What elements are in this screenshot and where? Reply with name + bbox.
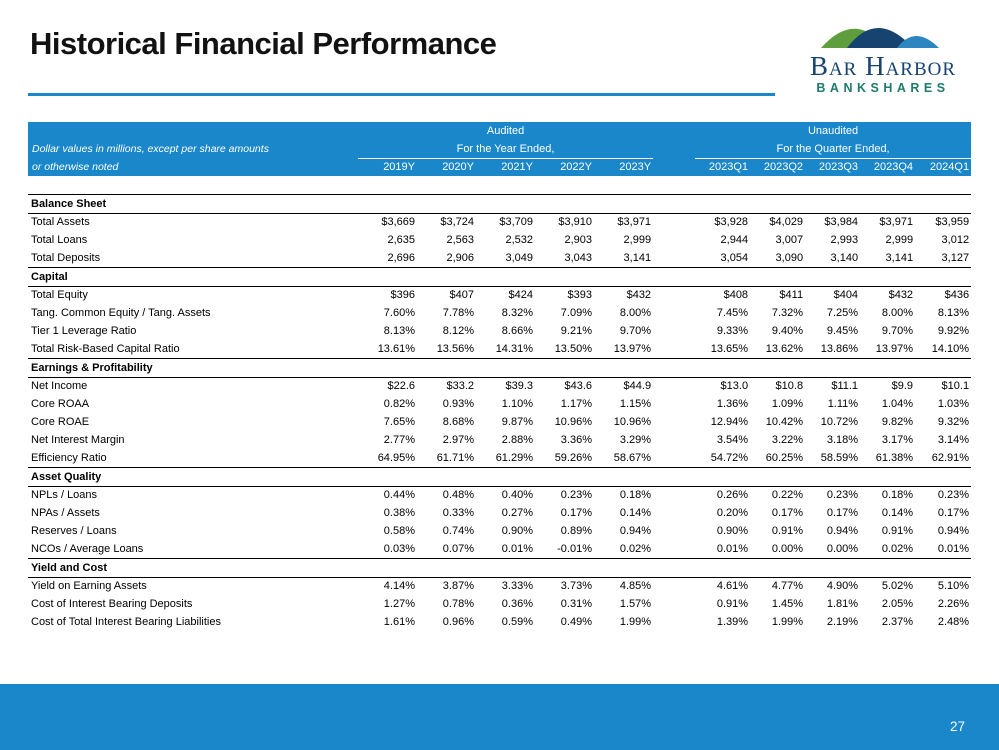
table-row	[28, 231, 971, 249]
page-number: 27	[949, 719, 965, 734]
annual-value: 1.99%	[594, 613, 653, 631]
annual-value: 1.61%	[358, 613, 417, 631]
annual-value: 3.73%	[535, 577, 594, 595]
column-header-row	[28, 158, 971, 176]
column-group-spacer	[653, 322, 695, 340]
annual-value: 0.90%	[476, 522, 535, 540]
page-title: Historical Financial Performance	[30, 26, 497, 61]
quarterly-value: $9.9	[860, 377, 915, 395]
column-group-spacer	[653, 140, 695, 158]
section-title: Earnings & Profitability	[28, 358, 971, 377]
table-note-line2: or otherwise noted	[28, 158, 358, 176]
row-label: Total Risk-Based Capital Ratio	[28, 340, 358, 358]
quarterly-value: 3,141	[860, 249, 915, 267]
annual-value: 61.71%	[417, 449, 476, 467]
row-label: Tang. Common Equity / Tang. Assets	[28, 304, 358, 322]
column-group-spacer	[653, 249, 695, 267]
table-note-line1: Dollar values in millions, except per share amounts	[28, 140, 358, 158]
column-group-spacer	[653, 286, 695, 304]
quarterly-value: 1.99%	[750, 613, 805, 631]
annual-value: $393	[535, 286, 594, 304]
quarterly-value: 3,054	[695, 249, 750, 267]
quarterly-value: 5.02%	[860, 577, 915, 595]
quarterly-value: 4.61%	[695, 577, 750, 595]
quarterly-value: $3,971	[860, 213, 915, 231]
annual-value: $22.6	[358, 377, 417, 395]
annual-value: 2,696	[358, 249, 417, 267]
quarterly-value: 61.38%	[860, 449, 915, 467]
annual-value: $43.6	[535, 377, 594, 395]
section-title: Yield and Cost	[28, 558, 971, 577]
annual-value: 61.29%	[476, 449, 535, 467]
table-row	[28, 431, 971, 449]
annual-value: 9.87%	[476, 413, 535, 431]
annual-value: 0.44%	[358, 486, 417, 504]
annual-value: 8.66%	[476, 322, 535, 340]
annual-value: $33.2	[417, 377, 476, 395]
quarterly-value: 3,012	[915, 231, 971, 249]
quarterly-value: 0.00%	[805, 540, 860, 558]
section-title: Asset Quality	[28, 467, 971, 486]
annual-value: 7.60%	[358, 304, 417, 322]
annual-value: 58.67%	[594, 449, 653, 467]
quarterly-value: 0.91%	[750, 522, 805, 540]
period-row	[28, 140, 971, 158]
quarterly-value: 3.22%	[750, 431, 805, 449]
financial-table-body	[28, 176, 971, 631]
quarterly-value: $11.1	[805, 377, 860, 395]
annual-value: 2,999	[594, 231, 653, 249]
column-group-spacer	[653, 304, 695, 322]
annual-value: 0.31%	[535, 595, 594, 613]
section-header-row	[28, 267, 971, 286]
quarterly-value: 0.01%	[695, 540, 750, 558]
title-divider	[28, 93, 775, 96]
quarterly-value: 9.82%	[860, 413, 915, 431]
quarterly-value: $436	[915, 286, 971, 304]
header-body-gap	[28, 176, 971, 194]
column-header: 2020Y	[417, 158, 476, 176]
table-row	[28, 413, 971, 431]
table-row	[28, 249, 971, 267]
quarterly-value: 9.32%	[915, 413, 971, 431]
annual-value: 59.26%	[535, 449, 594, 467]
annual-value: $407	[417, 286, 476, 304]
annual-value: -0.01%	[535, 540, 594, 558]
table-row	[28, 322, 971, 340]
annual-value: 3,049	[476, 249, 535, 267]
column-group-spacer	[653, 522, 695, 540]
annual-value: 0.82%	[358, 395, 417, 413]
column-header: 2019Y	[358, 158, 417, 176]
table-row	[28, 595, 971, 613]
annual-value: 2,635	[358, 231, 417, 249]
quarterly-value: 2.37%	[860, 613, 915, 631]
column-group-spacer	[653, 213, 695, 231]
section-title: Capital	[28, 267, 971, 286]
row-label: Cost of Total Interest Bearing Liabilities	[28, 613, 358, 631]
annual-value: 13.50%	[535, 340, 594, 358]
quarterly-value: 4.90%	[805, 577, 860, 595]
quarterly-value: 3.14%	[915, 431, 971, 449]
quarterly-value: 2,999	[860, 231, 915, 249]
annual-value: $3,709	[476, 213, 535, 231]
mountain-logo-icon	[808, 12, 958, 52]
quarterly-period-label: For the Quarter Ended,	[695, 140, 971, 158]
annual-value: 2,563	[417, 231, 476, 249]
quarterly-value: 4.77%	[750, 577, 805, 595]
annual-value: 0.94%	[594, 522, 653, 540]
quarterly-value: 0.14%	[860, 504, 915, 522]
audit-status-row	[28, 122, 971, 140]
quarterly-value: 1.81%	[805, 595, 860, 613]
section-header-row	[28, 467, 971, 486]
quarterly-value: $3,959	[915, 213, 971, 231]
quarterly-value: 2.26%	[915, 595, 971, 613]
table-row	[28, 304, 971, 322]
table-row	[28, 522, 971, 540]
column-group-spacer	[653, 613, 695, 631]
column-header: 2024Q1	[915, 158, 971, 176]
table-row	[28, 449, 971, 467]
quarterly-value: 0.02%	[860, 540, 915, 558]
annual-value: 0.14%	[594, 504, 653, 522]
column-group-spacer	[653, 486, 695, 504]
annual-value: 9.21%	[535, 322, 594, 340]
quarterly-value: $4,029	[750, 213, 805, 231]
row-label: NPAs / Assets	[28, 504, 358, 522]
section-title: Balance Sheet	[28, 194, 971, 213]
annual-value: 10.96%	[535, 413, 594, 431]
quarterly-value: 0.23%	[805, 486, 860, 504]
quarterly-value: 1.04%	[860, 395, 915, 413]
annual-value: 9.70%	[594, 322, 653, 340]
logo-name: Bar Harbor	[809, 51, 957, 81]
quarterly-value: 0.26%	[695, 486, 750, 504]
row-label: Core ROAE	[28, 413, 358, 431]
table-row	[28, 213, 971, 231]
annual-value: $44.9	[594, 377, 653, 395]
header-empty-cell	[28, 122, 358, 140]
quarterly-value: 0.17%	[750, 504, 805, 522]
quarterly-value: 3.54%	[695, 431, 750, 449]
annual-value: 3.29%	[594, 431, 653, 449]
quarterly-value: 5.10%	[915, 577, 971, 595]
annual-value: 0.07%	[417, 540, 476, 558]
annual-value: $3,910	[535, 213, 594, 231]
row-label: NCOs / Average Loans	[28, 540, 358, 558]
quarterly-value: 8.13%	[915, 304, 971, 322]
annual-value: 64.95%	[358, 449, 417, 467]
financial-table	[28, 122, 971, 631]
quarterly-value: 3,127	[915, 249, 971, 267]
annual-value: 8.00%	[594, 304, 653, 322]
column-group-spacer	[653, 577, 695, 595]
annual-value: $3,971	[594, 213, 653, 231]
annual-value: $396	[358, 286, 417, 304]
quarterly-value: 0.17%	[805, 504, 860, 522]
quarterly-value: 10.42%	[750, 413, 805, 431]
row-label: Tier 1 Leverage Ratio	[28, 322, 358, 340]
section-header-row	[28, 558, 971, 577]
quarterly-value: 62.91%	[915, 449, 971, 467]
quarterly-value: 13.62%	[750, 340, 805, 358]
annual-value: 0.38%	[358, 504, 417, 522]
quarterly-value: 0.18%	[860, 486, 915, 504]
table-row	[28, 504, 971, 522]
quarterly-value: 7.32%	[750, 304, 805, 322]
quarterly-value: 7.45%	[695, 304, 750, 322]
table-row	[28, 577, 971, 595]
row-label: Efficiency Ratio	[28, 449, 358, 467]
quarterly-value: 3,140	[805, 249, 860, 267]
quarterly-value: 13.97%	[860, 340, 915, 358]
quarterly-value: 1.09%	[750, 395, 805, 413]
quarterly-value: 0.94%	[805, 522, 860, 540]
row-label: NPLs / Loans	[28, 486, 358, 504]
quarterly-value: 60.25%	[750, 449, 805, 467]
annual-value: 2.77%	[358, 431, 417, 449]
table-row	[28, 395, 971, 413]
quarterly-value: 0.20%	[695, 504, 750, 522]
quarterly-value: 1.45%	[750, 595, 805, 613]
section-header-row	[28, 358, 971, 377]
column-header: 2023Q3	[805, 158, 860, 176]
annual-value: 0.36%	[476, 595, 535, 613]
quarterly-value: 0.23%	[915, 486, 971, 504]
annual-value: 0.03%	[358, 540, 417, 558]
table-row	[28, 613, 971, 631]
row-label: Yield on Earning Assets	[28, 577, 358, 595]
annual-value: 3.36%	[535, 431, 594, 449]
annual-value: 2,906	[417, 249, 476, 267]
annual-value: 0.78%	[417, 595, 476, 613]
row-label: Total Equity	[28, 286, 358, 304]
column-header: 2021Y	[476, 158, 535, 176]
quarterly-value: 12.94%	[695, 413, 750, 431]
quarterly-value: 1.36%	[695, 395, 750, 413]
annual-value: 0.01%	[476, 540, 535, 558]
row-label: Total Loans	[28, 231, 358, 249]
table-row	[28, 286, 971, 304]
column-group-spacer	[653, 122, 695, 140]
annual-value: 0.74%	[417, 522, 476, 540]
annual-value: 0.33%	[417, 504, 476, 522]
row-label: Net Income	[28, 377, 358, 395]
column-header: 2023Q1	[695, 158, 750, 176]
annual-value: 8.32%	[476, 304, 535, 322]
column-group-spacer	[653, 158, 695, 176]
annual-value: 10.96%	[594, 413, 653, 431]
quarterly-value: 2.19%	[805, 613, 860, 631]
quarterly-value: 14.10%	[915, 340, 971, 358]
quarterly-value: $432	[860, 286, 915, 304]
annual-value: 1.15%	[594, 395, 653, 413]
column-header: 2022Y	[535, 158, 594, 176]
quarterly-value: $3,984	[805, 213, 860, 231]
annual-value: 0.40%	[476, 486, 535, 504]
annual-value: 13.97%	[594, 340, 653, 358]
row-label: Reserves / Loans	[28, 522, 358, 540]
annual-value: 13.56%	[417, 340, 476, 358]
quarterly-value: 0.90%	[695, 522, 750, 540]
annual-value: 2.97%	[417, 431, 476, 449]
annual-value: 0.49%	[535, 613, 594, 631]
annual-value: 3.87%	[417, 577, 476, 595]
annual-value: 0.27%	[476, 504, 535, 522]
quarterly-value: 0.22%	[750, 486, 805, 504]
column-group-spacer	[653, 540, 695, 558]
row-label: Net Interest Margin	[28, 431, 358, 449]
annual-value: 7.78%	[417, 304, 476, 322]
logo-subname: BANKSHARES	[816, 81, 950, 95]
column-group-spacer	[653, 413, 695, 431]
quarterly-value: 7.25%	[805, 304, 860, 322]
quarterly-value: 3,090	[750, 249, 805, 267]
annual-value: 2,532	[476, 231, 535, 249]
quarterly-value: 13.65%	[695, 340, 750, 358]
column-group-spacer	[653, 595, 695, 613]
quarterly-value: $411	[750, 286, 805, 304]
annual-value: $3,669	[358, 213, 417, 231]
annual-value: 4.14%	[358, 577, 417, 595]
quarterly-value: $404	[805, 286, 860, 304]
annual-value: 0.96%	[417, 613, 476, 631]
quarterly-value: $3,928	[695, 213, 750, 231]
column-group-spacer	[653, 395, 695, 413]
annual-value: 8.12%	[417, 322, 476, 340]
unaudited-label: Unaudited	[695, 122, 971, 140]
annual-value: 1.10%	[476, 395, 535, 413]
column-group-spacer	[653, 504, 695, 522]
annual-value: 1.57%	[594, 595, 653, 613]
quarterly-value: 9.33%	[695, 322, 750, 340]
table-header	[28, 122, 971, 176]
column-group-spacer	[653, 231, 695, 249]
table-row	[28, 540, 971, 558]
table-row	[28, 377, 971, 395]
column-group-spacer	[653, 377, 695, 395]
quarterly-value: 1.03%	[915, 395, 971, 413]
column-header: 2023Q2	[750, 158, 805, 176]
annual-value: 0.59%	[476, 613, 535, 631]
annual-value: 3,043	[535, 249, 594, 267]
annual-value: 0.17%	[535, 504, 594, 522]
annual-value: $432	[594, 286, 653, 304]
quarterly-value: 13.86%	[805, 340, 860, 358]
annual-value: 2.88%	[476, 431, 535, 449]
annual-value: 0.02%	[594, 540, 653, 558]
annual-value: 0.18%	[594, 486, 653, 504]
quarterly-value: 0.17%	[915, 504, 971, 522]
quarterly-value: 0.01%	[915, 540, 971, 558]
annual-value: 0.93%	[417, 395, 476, 413]
annual-value: 1.17%	[535, 395, 594, 413]
row-label: Core ROAA	[28, 395, 358, 413]
annual-value: 3,141	[594, 249, 653, 267]
quarterly-value: 0.00%	[750, 540, 805, 558]
row-label: Total Assets	[28, 213, 358, 231]
annual-value: 4.85%	[594, 577, 653, 595]
quarterly-value: 2.48%	[915, 613, 971, 631]
annual-value: $424	[476, 286, 535, 304]
annual-value: 1.27%	[358, 595, 417, 613]
section-header-row	[28, 194, 971, 213]
quarterly-value: $13.0	[695, 377, 750, 395]
column-header: 2023Q4	[860, 158, 915, 176]
quarterly-value: 2,993	[805, 231, 860, 249]
annual-value: 0.58%	[358, 522, 417, 540]
annual-value: 8.68%	[417, 413, 476, 431]
quarterly-value: 3.18%	[805, 431, 860, 449]
quarterly-value: 9.40%	[750, 322, 805, 340]
annual-value: 7.65%	[358, 413, 417, 431]
annual-value: 0.23%	[535, 486, 594, 504]
column-group-spacer	[653, 431, 695, 449]
audited-label: Audited	[358, 122, 653, 140]
table-row	[28, 486, 971, 504]
row-label: Cost of Interest Bearing Deposits	[28, 595, 358, 613]
quarterly-value: 9.45%	[805, 322, 860, 340]
quarterly-value: 1.39%	[695, 613, 750, 631]
column-group-spacer	[653, 449, 695, 467]
table-row	[28, 340, 971, 358]
annual-value: 2,903	[535, 231, 594, 249]
annual-value: 8.13%	[358, 322, 417, 340]
annual-value: 13.61%	[358, 340, 417, 358]
quarterly-value: $10.8	[750, 377, 805, 395]
quarterly-value: 58.59%	[805, 449, 860, 467]
annual-value: 3.33%	[476, 577, 535, 595]
quarterly-value: 2,944	[695, 231, 750, 249]
quarterly-value: 3,007	[750, 231, 805, 249]
quarterly-value: 9.70%	[860, 322, 915, 340]
annual-value: 7.09%	[535, 304, 594, 322]
column-group-spacer	[653, 340, 695, 358]
footer-bar	[0, 684, 999, 750]
quarterly-value: $10.1	[915, 377, 971, 395]
quarterly-value: 1.11%	[805, 395, 860, 413]
annual-value: $3,724	[417, 213, 476, 231]
annual-value: 14.31%	[476, 340, 535, 358]
quarterly-value: 54.72%	[695, 449, 750, 467]
quarterly-value: 8.00%	[860, 304, 915, 322]
annual-value: 0.48%	[417, 486, 476, 504]
annual-value: 0.89%	[535, 522, 594, 540]
quarterly-value: 0.91%	[695, 595, 750, 613]
quarterly-value: 3.17%	[860, 431, 915, 449]
quarterly-value: 2.05%	[860, 595, 915, 613]
annual-value: $39.3	[476, 377, 535, 395]
company-logo	[785, 12, 981, 95]
quarterly-value: $408	[695, 286, 750, 304]
quarterly-value: 0.94%	[915, 522, 971, 540]
quarterly-value: 10.72%	[805, 413, 860, 431]
quarterly-value: 0.91%	[860, 522, 915, 540]
row-label: Total Deposits	[28, 249, 358, 267]
column-header: 2023Y	[594, 158, 653, 176]
annual-period-label: For the Year Ended,	[358, 140, 653, 158]
quarterly-value: 9.92%	[915, 322, 971, 340]
